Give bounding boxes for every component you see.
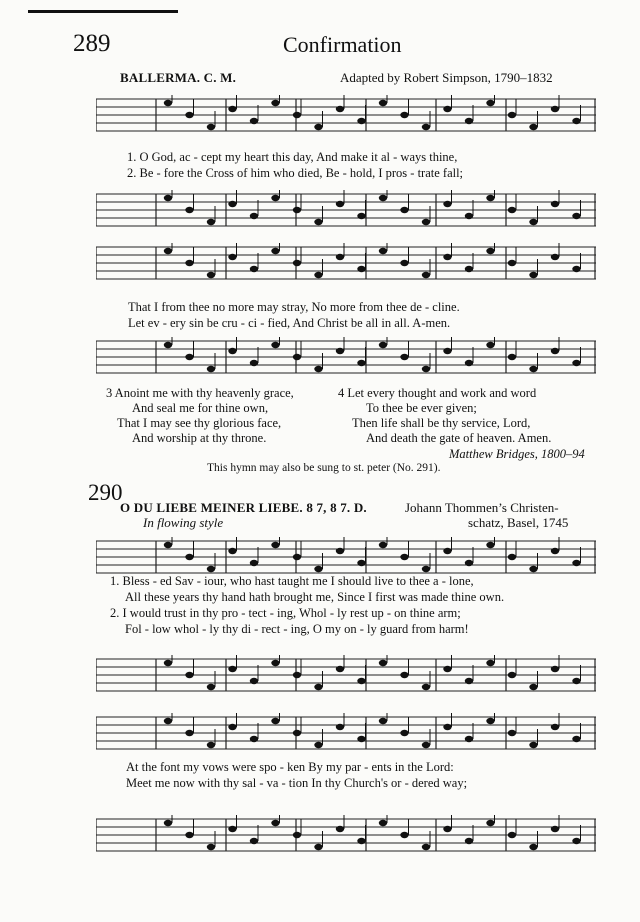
lyric-line: At the font my vows were spo - ken By my par - ents in the Lord: [126, 760, 454, 774]
note-head [508, 112, 516, 118]
note-head [314, 124, 322, 130]
note-head [336, 826, 344, 832]
note-head [551, 201, 559, 207]
note-head [185, 207, 193, 213]
note-head [529, 566, 537, 572]
note-head [465, 360, 473, 366]
note-head [465, 560, 473, 566]
note-head [486, 718, 494, 724]
note-head [551, 348, 559, 354]
note-head [465, 213, 473, 219]
note-head [422, 124, 430, 130]
note-head [185, 832, 193, 838]
note-head [551, 548, 559, 554]
note-head [422, 272, 430, 278]
note-head [422, 684, 430, 690]
lyric-line: Meet me now with thy sal - va - tion In thy Church's or - dered way; [126, 776, 468, 790]
note-head [293, 730, 301, 736]
source-290-line1: Johann Thommen’s Christen- [405, 500, 559, 515]
note-head [443, 348, 451, 354]
note-head [185, 354, 193, 360]
note-head [271, 718, 279, 724]
note-head [486, 820, 494, 826]
note-head [207, 742, 215, 748]
note-head [250, 118, 258, 124]
note-head [336, 666, 344, 672]
note-head [314, 566, 322, 572]
alt-tune-note: This hymn may also be sung to st. peter (No. 291). [207, 462, 441, 474]
note-head [508, 207, 516, 213]
note-head [164, 248, 172, 254]
page-title: Confirmation [283, 32, 402, 57]
note-head [529, 742, 537, 748]
note-head [379, 248, 387, 254]
note-head [379, 820, 387, 826]
note-head [314, 366, 322, 372]
page-number: 289 [73, 30, 111, 57]
note-head [293, 832, 301, 838]
note-head [228, 254, 236, 260]
lyric-line: All these years thy hand hath brought me, Since I first was made thine own. [125, 590, 505, 604]
verse-line: And worship at thy throne. [132, 431, 267, 445]
verse-line: 4 Let every thought and work and word [338, 386, 537, 400]
lyric-line: Let ev - ery sin be cru - ci - fied, And Christ be all in all. A-men. [128, 316, 451, 330]
note-head [465, 118, 473, 124]
note-head [551, 826, 559, 832]
note-head [486, 660, 494, 666]
verse-3 [106, 386, 294, 446]
note-head [228, 106, 236, 112]
note-head [207, 366, 215, 372]
note-head [271, 660, 279, 666]
note-head [293, 672, 301, 678]
note-head [357, 838, 365, 844]
lyric-line: 1. O God, ac - cept my heart this day, And make it al - ways thine, [127, 150, 458, 164]
note-head [185, 672, 193, 678]
note-head [422, 742, 430, 748]
note-head [529, 844, 537, 850]
note-head [164, 195, 172, 201]
note-head [572, 560, 580, 566]
note-head [572, 118, 580, 124]
note-head [551, 666, 559, 672]
treble-staff-1 [96, 95, 596, 135]
note-head [572, 678, 580, 684]
note-head [551, 724, 559, 730]
note-head [250, 838, 258, 844]
lyric-line: Fol - low whol - ly thy di - rect - ing, O my on - ly guard from harm! [125, 622, 469, 636]
note-head [314, 219, 322, 225]
note-head [443, 548, 451, 554]
note-head [400, 730, 408, 736]
note-head [443, 106, 451, 112]
verse-line: And seal me for thine own, [132, 401, 269, 415]
note-head [271, 820, 279, 826]
note-head [486, 100, 494, 106]
note-head [164, 542, 172, 548]
note-head [400, 354, 408, 360]
note-head [357, 118, 365, 124]
note-head [185, 112, 193, 118]
note-head [465, 736, 473, 742]
note-head [336, 201, 344, 207]
note-head [185, 260, 193, 266]
note-head [572, 736, 580, 742]
note-head [486, 542, 494, 548]
treble-staff-2 [96, 243, 596, 283]
note-head [443, 724, 451, 730]
note-head [422, 844, 430, 850]
note-head [443, 826, 451, 832]
note-head [250, 266, 258, 272]
note-head [293, 554, 301, 560]
note-head [508, 354, 516, 360]
note-head [271, 542, 279, 548]
verse-line: To thee be ever given; [366, 401, 477, 415]
note-head [529, 366, 537, 372]
note-head [271, 248, 279, 254]
note-head [293, 354, 301, 360]
note-head [271, 100, 279, 106]
note-head [486, 342, 494, 348]
note-head [551, 106, 559, 112]
top-rule [28, 10, 178, 13]
note-head [314, 844, 322, 850]
note-head [443, 201, 451, 207]
note-head [250, 360, 258, 366]
verse-4 [338, 386, 551, 446]
note-head [164, 820, 172, 826]
note-head [357, 560, 365, 566]
tune-name-290: O DU LIEBE MEINER LIEBE. 8 7, 8 7. D. [120, 500, 367, 515]
note-head [293, 112, 301, 118]
arranger-289: Adapted by Robert Simpson, 1790–1832 [340, 70, 553, 85]
note-head [293, 260, 301, 266]
note-head [465, 678, 473, 684]
note-head [465, 266, 473, 272]
note-head [465, 838, 473, 844]
note-head [400, 554, 408, 560]
note-head [443, 666, 451, 672]
note-head [293, 207, 301, 213]
note-head [551, 254, 559, 260]
note-head [379, 718, 387, 724]
note-head [228, 348, 236, 354]
note-head [443, 254, 451, 260]
note-head [508, 554, 516, 560]
note-head [250, 213, 258, 219]
note-head [400, 207, 408, 213]
verse-line: Then life shall be thy service, Lord, [352, 416, 531, 430]
treble-staff-4 [96, 713, 596, 753]
note-head [379, 100, 387, 106]
note-head [357, 678, 365, 684]
note-head [486, 248, 494, 254]
note-head [357, 736, 365, 742]
note-head [164, 342, 172, 348]
bass-staff-1 [96, 190, 596, 230]
note-head [164, 718, 172, 724]
note-head [164, 660, 172, 666]
note-head [422, 566, 430, 572]
note-head [572, 213, 580, 219]
note-head [207, 219, 215, 225]
note-head [529, 684, 537, 690]
source-290-line2: schatz, Basel, 1745 [468, 515, 569, 530]
lyric-line: 2. Be - fore the Cross of him who died, Be - hold, I pros - trate fall; [127, 166, 464, 180]
verse-line: That I may see thy glorious face, [117, 416, 282, 430]
note-head [250, 736, 258, 742]
lyric-line: That I from thee no more may stray, No more from thee de - cline. [128, 300, 460, 314]
note-head [336, 254, 344, 260]
note-head [207, 124, 215, 130]
note-head [508, 730, 516, 736]
note-head [357, 360, 365, 366]
lyric-line: 2. I would trust in thy pro - tect - ing, Whol - ly rest up - on thine arm; [110, 606, 461, 620]
note-head [400, 672, 408, 678]
note-head [572, 266, 580, 272]
note-head [207, 566, 215, 572]
note-head [271, 342, 279, 348]
note-head [508, 260, 516, 266]
bass-staff-2 [96, 337, 596, 377]
note-head [572, 838, 580, 844]
note-head [250, 678, 258, 684]
note-head [207, 684, 215, 690]
note-head [228, 724, 236, 730]
note-head [529, 272, 537, 278]
note-head [228, 201, 236, 207]
note-head [250, 560, 258, 566]
note-head [314, 272, 322, 278]
note-head [164, 100, 172, 106]
note-head [314, 742, 322, 748]
note-head [379, 195, 387, 201]
note-head [379, 342, 387, 348]
note-head [508, 672, 516, 678]
note-head [508, 832, 516, 838]
note-head [336, 724, 344, 730]
note-head [336, 348, 344, 354]
note-head [422, 366, 430, 372]
bass-staff-4 [96, 815, 596, 855]
tune-name-289: BALLERMA. C. M. [120, 70, 237, 85]
note-head [422, 219, 430, 225]
note-head [486, 195, 494, 201]
note-head [379, 660, 387, 666]
treble-staff-3 [96, 537, 596, 577]
author-289: Matthew Bridges, 1800–94 [449, 447, 585, 461]
note-head [228, 666, 236, 672]
note-head [379, 542, 387, 548]
note-head [207, 844, 215, 850]
note-head [207, 272, 215, 278]
verse-line: 3 Anoint me with thy heavenly grace, [106, 386, 294, 400]
note-head [336, 106, 344, 112]
note-head [572, 360, 580, 366]
note-head [529, 219, 537, 225]
note-head [271, 195, 279, 201]
note-head [185, 730, 193, 736]
bass-staff-3 [96, 655, 596, 695]
note-head [400, 832, 408, 838]
tempo-marking: In flowing style [143, 515, 224, 530]
note-head [314, 684, 322, 690]
note-head [400, 112, 408, 118]
note-head [185, 554, 193, 560]
lyric-line: 1. Bless - ed Sav - iour, who hast taught me I should live to thee a - lone, [110, 574, 474, 588]
note-head [336, 548, 344, 554]
note-head [357, 266, 365, 272]
note-head [400, 260, 408, 266]
verse-line: And death the gate of heaven. Amen. [366, 431, 552, 445]
note-head [228, 826, 236, 832]
note-head [357, 213, 365, 219]
hymn-number-290: 290 [88, 480, 123, 505]
note-head [228, 548, 236, 554]
note-head [529, 124, 537, 130]
